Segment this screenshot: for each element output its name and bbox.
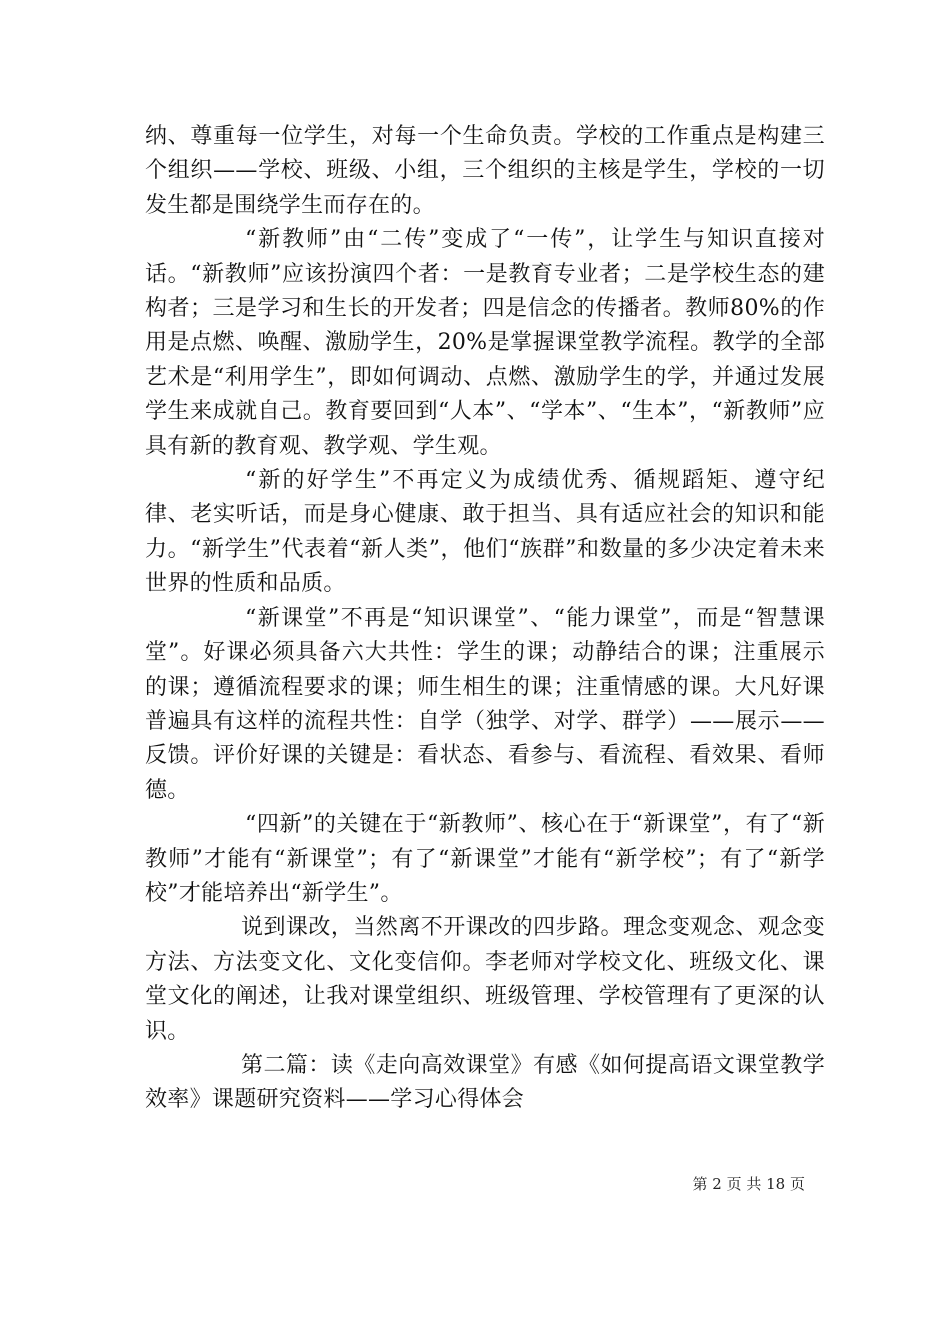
paragraph-continued: 纳、尊重每一位学生，对每一个生命负责。学校的工作重点是构建三个组织——学校、班级、小组，三个组织的主核是学生，学校的一切发生都是围绕学生而存在的。 — [145, 124, 825, 218]
document-body — [145, 120, 825, 1118]
paragraph-new-student: “新的好学生”不再定义为成绩优秀、循规蹈矩、遵守纪律、老实听话，而是身心健康、敢于担当、具有适应社会的知识和能力。“新学生”代表着“新人类”，他们“族群”和数量的多少决定着未来世界的性质和品质。 — [145, 468, 825, 597]
paragraph-new-classroom: “新课堂”不再是“知识课堂”、“能力课堂”，而是“智慧课堂”。好课必须具备六大共性：学生的课；动静结合的课；注重展示的课；遵循流程要求的课；师生相生的课；注重情感的课。大凡好课普遍具有这样的流程共性：自学（独学、对学、群学）——展示——反馈。评价好课的关键是：看状态、看参与、看流程、看效果、看师德。 — [145, 605, 825, 803]
page-number: 第 2 页 共 18 页 — [692, 1175, 805, 1193]
section-heading-second-article: 第二篇：读《走向高效课堂》有感《如何提高语文课堂教学效率》课题研究资料——学习心得体会 — [145, 1052, 825, 1113]
paragraph-four-new: “四新”的关键在于“新教师”、核心在于“新课堂”，有了“新教师”才能有“新课堂”；有了“新课堂”才能有“新学校”；有了“新学校”才能培养出“新学生”。 — [145, 812, 825, 906]
paragraph-new-teacher: “新教师”由“二传”变成了“一传”，让学生与知识直接对话。“新教师”应该扮演四个者：一是教育专业者；二是学校生态的建构者；三是学习和生长的开发者；四是信念的传播者。教师80%的作用是点燃、唤醒、激励学生，20%是掌握课堂教学流程。教学的全部艺术是“利用学生”，即如何调动、点燃、激励学生的学，并通过发展学生来成就自己。教育要回到“人本”、“学本”、“生本”，“新教师”应具有新的教育观、教学观、学生观。 — [145, 227, 825, 459]
paragraph-curriculum-reform: 说到课改，当然离不开课改的四步路。理念变观念、观念变方法、方法变文化、文化变信仰。李老师对学校文化、班级文化、课堂文化的阐述，让我对课堂组织、班级管理、学校管理有了更深的认识。 — [145, 915, 825, 1044]
